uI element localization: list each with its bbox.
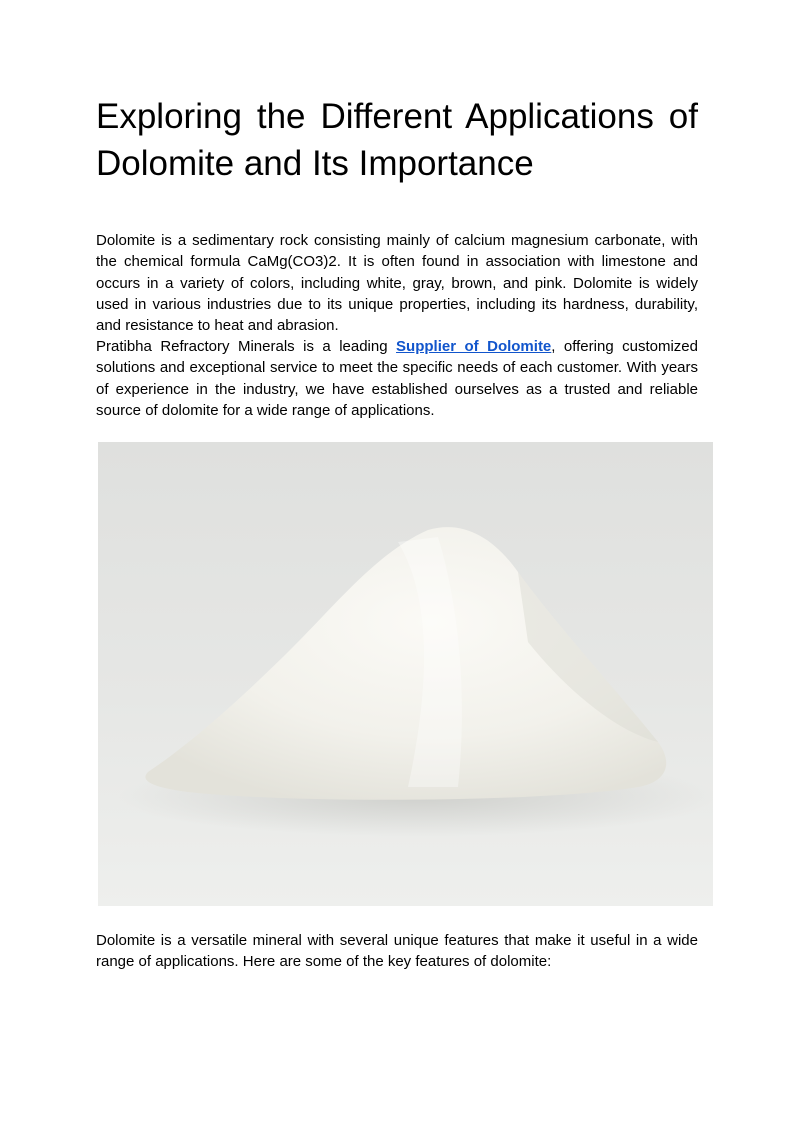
title-line-2: Dolomite and Its Importance [96, 144, 534, 183]
supplier-text-before: Pratibha Refractory Minerals is a leading [96, 338, 397, 355]
dolomite-powder-image [98, 442, 713, 906]
page-title [96, 93, 698, 187]
supplier-paragraph [96, 336, 698, 421]
intro-paragraph: Dolomite is a sedimentary rock consisting mainly of calcium magnesium carbonate, with the chemical formula CaMg(CO3)2. It is often found in association with limestone and occurs in a variety of colors, including white, gray, brown, and pink. Dolomite is widely used in various industries due to its unique properties, including its hardness, durability, and resistance to heat and abrasion. [96, 232, 698, 335]
title-line-1: Exploring the Different Applications of [96, 97, 698, 136]
features-paragraph: Dolomite is a versatile mineral with several unique features that make it useful in a wide range of applications. Here are some of the key features of dolomite: [96, 932, 698, 971]
dolomite-powder-pile-photo [98, 442, 713, 906]
supplier-of-dolomite-link[interactable]: Supplier of Dolomite [396, 338, 552, 355]
supplier-text-after: , offering customized solutions and exceptional service to meet the specific needs of each customer. With years of experience in the industry, we have established ourselves as a trusted and reliable source of dolomite for a wide range of applications. [96, 338, 698, 419]
